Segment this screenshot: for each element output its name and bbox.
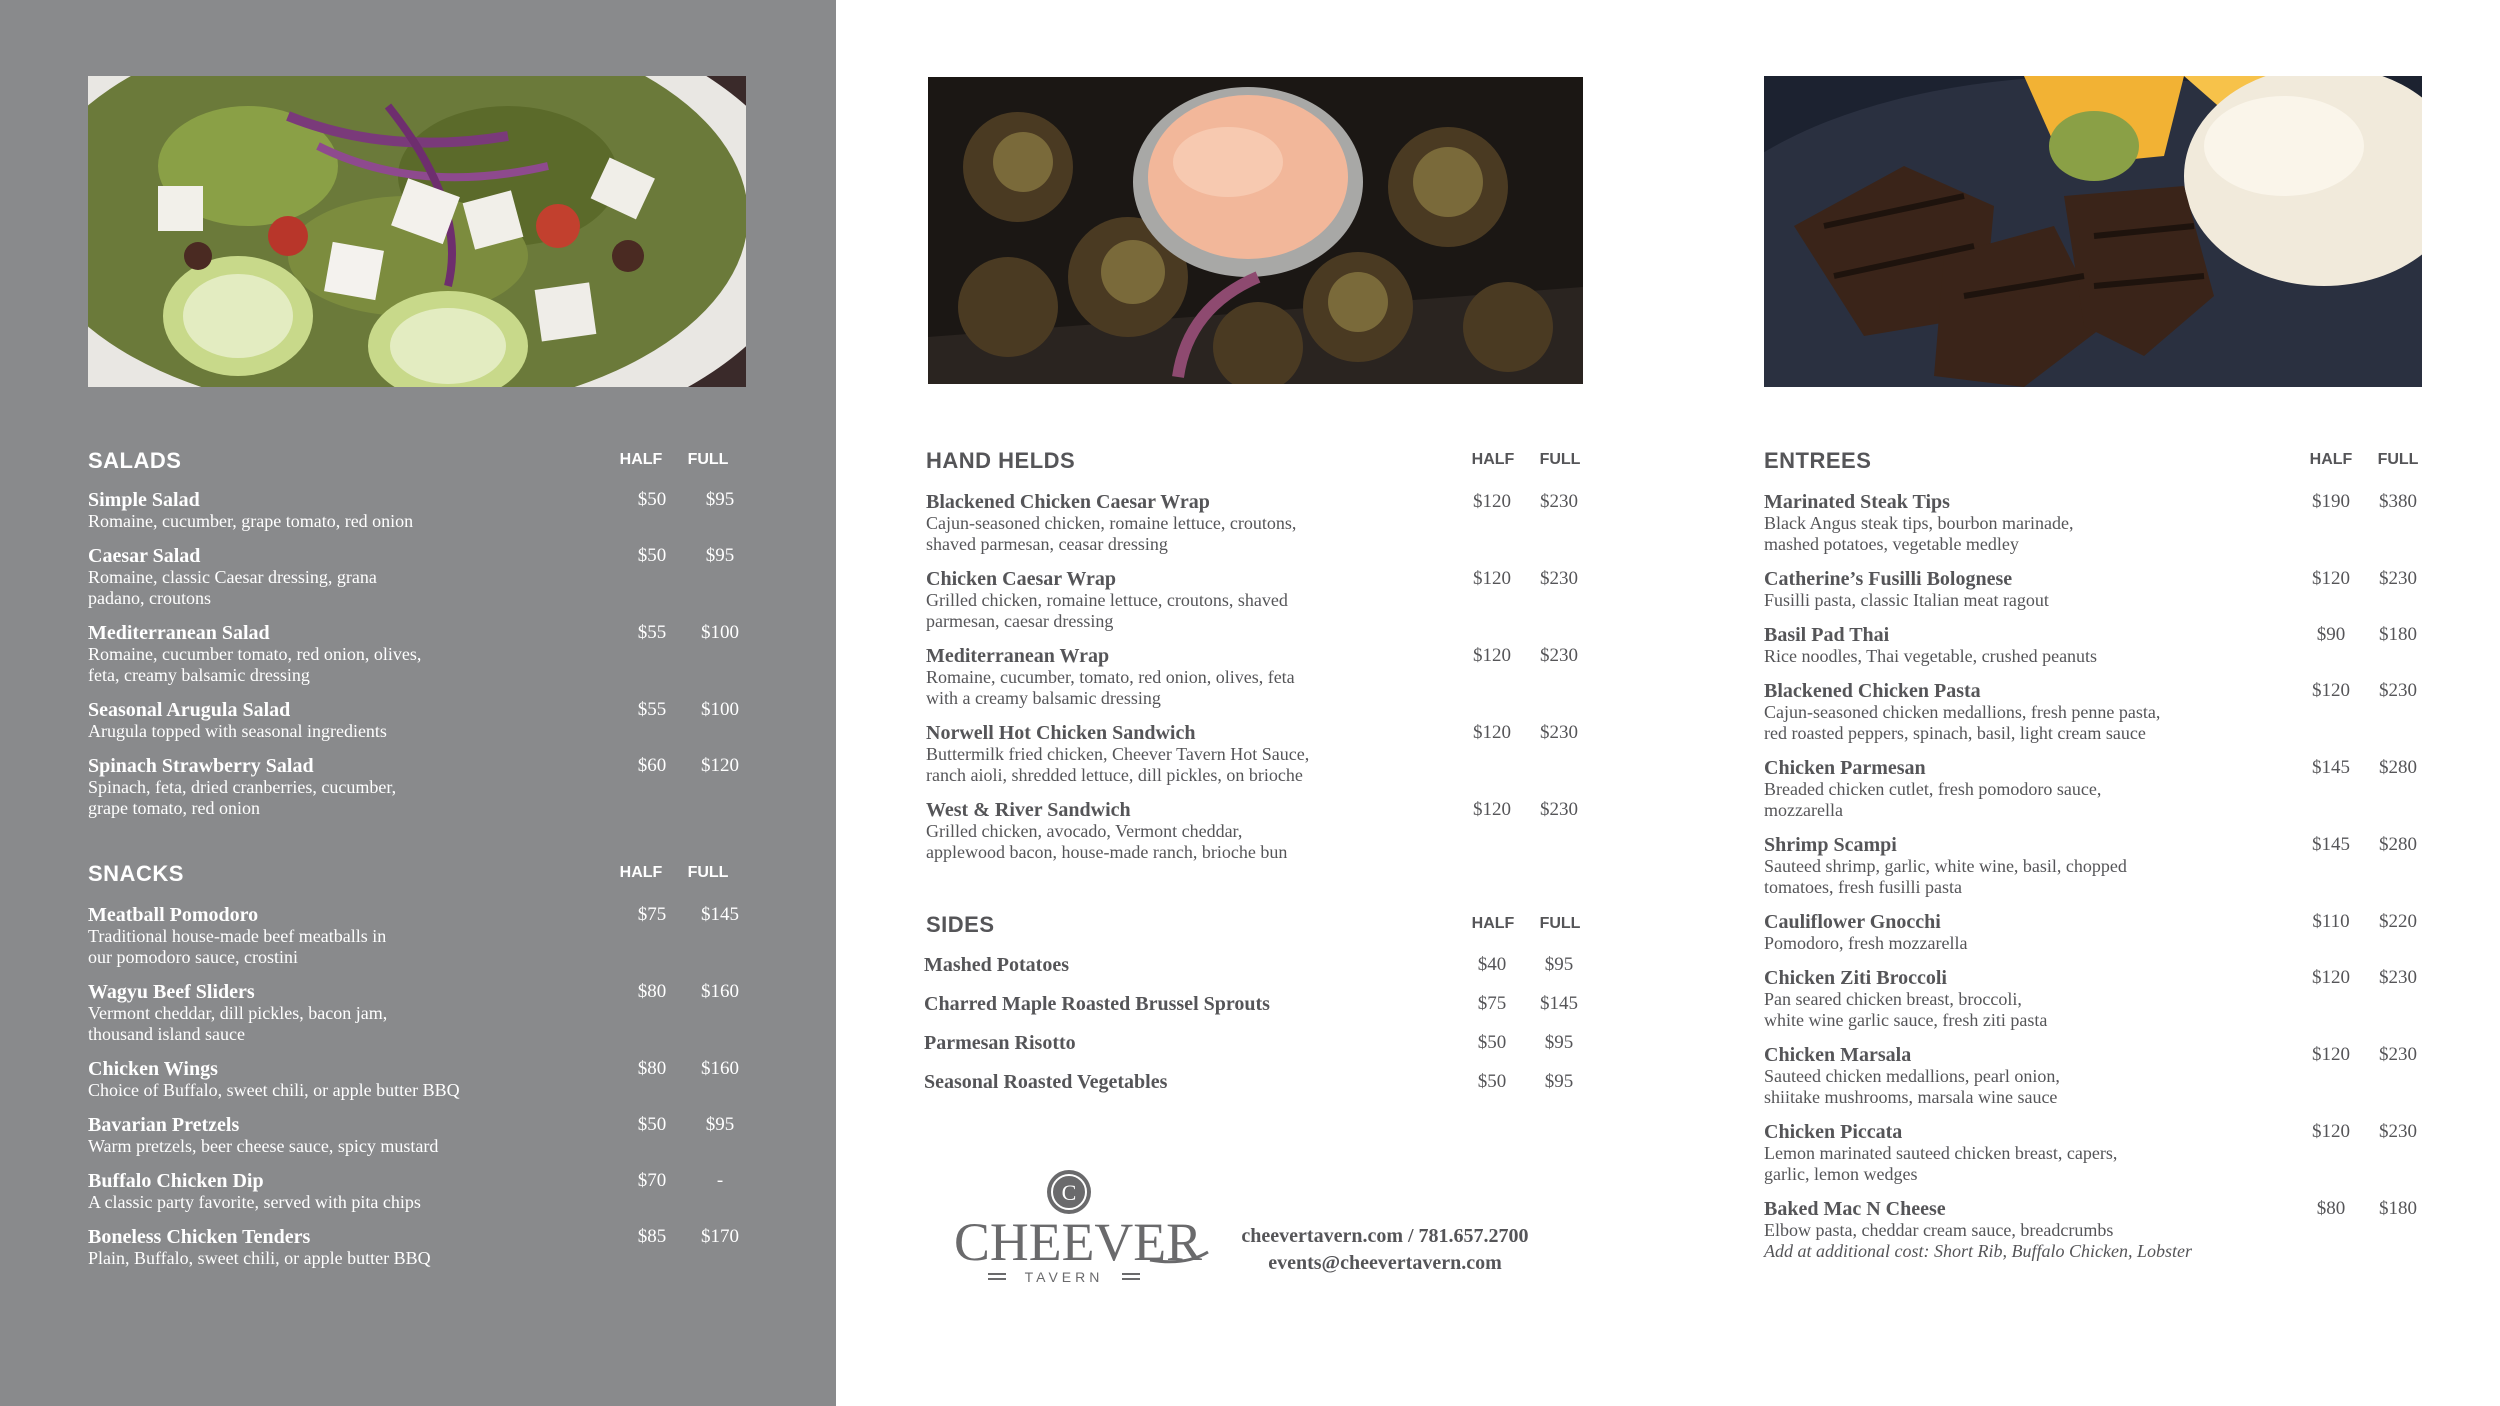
item-description: Warm pretzels, beer cheese sauce, spicy mustard	[88, 1136, 439, 1156]
item-description: feta, creamy balsamic dressing	[88, 665, 310, 685]
price-half: $120	[1473, 568, 1511, 589]
entrees-item	[1764, 967, 2424, 1031]
salads-item	[88, 489, 748, 532]
entrees-section-header	[1764, 448, 2424, 478]
price-half: $50	[637, 1114, 667, 1135]
item-name: Blackened Chicken Pasta	[1764, 680, 1981, 702]
item-description: Elbow pasta, cheddar cream sauce, breadcrumbs	[1764, 1220, 2114, 1240]
item-name: Mediterranean Wrap	[926, 645, 1110, 667]
salads-section-header	[88, 448, 748, 478]
item-name: Bavarian Pretzels	[88, 1114, 240, 1136]
price-full: $95	[1544, 1071, 1574, 1092]
item-name: Meatball Pomodoro	[88, 904, 259, 926]
entrees-item	[1764, 624, 2424, 667]
item-name: Chicken Parmesan	[1764, 757, 1926, 779]
price-half: $55	[637, 699, 667, 720]
snacks-item	[88, 1170, 748, 1213]
price-half: $120	[2312, 680, 2350, 701]
price-full: $230	[1540, 645, 1578, 666]
sides-full-label: FULL	[1539, 915, 1581, 932]
logo-graphic	[950, 1162, 1212, 1287]
sides-item	[924, 1032, 1586, 1054]
item-name: Chicken Piccata	[1764, 1121, 1903, 1143]
price-half: $80	[637, 981, 667, 1002]
price-half: $145	[2312, 834, 2350, 855]
price-half: $60	[637, 755, 667, 776]
item-description: A classic party favorite, served with pita chips	[88, 1192, 421, 1212]
item-description: Choice of Buffalo, sweet chili, or apple butter BBQ	[88, 1080, 460, 1100]
item-description: Arugula topped with seasonal ingredients	[88, 721, 387, 741]
salads-half-label: HALF	[619, 451, 663, 468]
price-half: $120	[1473, 645, 1511, 666]
item-description: Rice noodles, Thai vegetable, crushed peanuts	[1764, 646, 2098, 666]
handhelds-item	[926, 568, 1586, 632]
handhelds-title: HAND HELDS	[926, 448, 1076, 473]
item-name: Buffalo Chicken Dip	[88, 1170, 264, 1192]
item-description: Grilled chicken, romaine lettuce, croutons, shaved	[926, 590, 1288, 610]
item-description: Vermont cheddar, dill pickles, bacon jam,	[88, 1003, 388, 1023]
item-description: Cajun-seasoned chicken medallions, fresh penne pasta,	[1764, 702, 2161, 722]
handhelds-half-label: HALF	[1471, 451, 1515, 468]
price-half: $50	[637, 545, 667, 566]
item-description: mashed potatoes, vegetable medley	[1764, 534, 2019, 554]
item-description: shiitake mushrooms, marsala wine sauce	[1764, 1087, 2058, 1107]
price-full: $230	[1540, 491, 1578, 512]
price-full: $100	[701, 699, 739, 720]
entrees-item	[1764, 568, 2424, 611]
item-name: Norwell Hot Chicken Sandwich	[926, 722, 1196, 744]
item-description: Lemon marinated sauteed chicken breast, capers,	[1764, 1143, 2118, 1163]
price-half: $55	[637, 622, 667, 643]
contact-email[interactable]: events@cheevertavern.com	[1268, 1252, 1502, 1274]
price-half: $120	[1473, 799, 1511, 820]
snacks-item	[88, 981, 748, 1045]
entrees-title: ENTREES	[1764, 448, 1872, 473]
brussel-sprouts-photo	[928, 77, 1583, 384]
salads-item	[88, 545, 748, 609]
item-name: Marinated Steak Tips	[1764, 491, 1950, 513]
snacks-item	[88, 1114, 748, 1157]
item-name: Chicken Marsala	[1764, 1044, 1912, 1066]
price-half: $120	[1473, 491, 1511, 512]
price-half: $90	[2316, 624, 2346, 645]
item-name: Baked Mac N Cheese	[1764, 1198, 1946, 1220]
item-description: Grilled chicken, avocado, Vermont cheddar,	[926, 821, 1243, 841]
price-half: $120	[2312, 1044, 2350, 1065]
item-name: Shrimp Scampi	[1764, 834, 1897, 856]
price-half: $40	[1477, 954, 1507, 975]
item-description: Plain, Buffalo, sweet chili, or apple butter BBQ	[88, 1248, 431, 1268]
price-half: $120	[2312, 1121, 2350, 1142]
handhelds-full-label: FULL	[1539, 451, 1581, 468]
price-full: $230	[1540, 568, 1578, 589]
sides-section-header	[926, 912, 1586, 942]
item-name: Mashed Potatoes	[924, 954, 1069, 976]
snacks-title: SNACKS	[88, 861, 184, 886]
item-description: Romaine, cucumber tomato, red onion, olives,	[88, 644, 422, 664]
item-description: mozzarella	[1764, 800, 1843, 820]
item-name: Spinach Strawberry Salad	[88, 755, 314, 777]
item-description: Black Angus steak tips, bourbon marinade,	[1764, 513, 2074, 533]
price-half: $80	[637, 1058, 667, 1079]
price-half: $145	[2312, 757, 2350, 778]
handhelds-item	[926, 722, 1586, 786]
contact-web-phone[interactable]: cheevertavern.com / 781.657.2700	[1241, 1225, 1529, 1247]
entrees-half-label: HALF	[2309, 451, 2353, 468]
price-half: $80	[2316, 1198, 2346, 1219]
price-half: $75	[1477, 993, 1507, 1014]
snacks-item	[88, 1058, 748, 1101]
item-name: Catherine’s Fusilli Bolognese	[1764, 568, 2013, 590]
sides-item	[924, 1071, 1586, 1093]
item-description: thousand island sauce	[88, 1024, 245, 1044]
snacks-full-label: FULL	[687, 864, 729, 881]
item-description: Buttermilk fried chicken, Cheever Tavern Hot Sauce,	[926, 744, 1310, 764]
item-description: Sauteed chicken medallions, pearl onion,	[1764, 1066, 2060, 1086]
item-name: Blackened Chicken Caesar Wrap	[926, 491, 1210, 513]
item-description: garlic, lemon wedges	[1764, 1164, 1918, 1184]
salads-full-label: FULL	[687, 451, 729, 468]
price-full: $230	[1540, 799, 1578, 820]
item-name: Seasonal Arugula Salad	[88, 699, 291, 721]
item-description: applewood bacon, house-made ranch, brioche bun	[926, 842, 1288, 862]
price-half: $70	[637, 1170, 667, 1191]
price-half: $50	[1477, 1071, 1507, 1092]
item-name: Mediterranean Salad	[88, 622, 270, 644]
item-description: shaved parmesan, ceasar dressing	[926, 534, 1168, 554]
price-full: $145	[1540, 993, 1578, 1014]
salads-item	[88, 699, 748, 742]
item-name: Simple Salad	[88, 489, 200, 511]
item-name: Charred Maple Roasted Brussel Sprouts	[924, 993, 1270, 1015]
price-half: $190	[2312, 491, 2350, 512]
item-description: parmesan, caesar dressing	[926, 611, 1114, 631]
item-name: Caesar Salad	[88, 545, 201, 567]
item-description: Pan seared chicken breast, broccoli,	[1764, 989, 2022, 1009]
price-full: $160	[701, 1058, 739, 1079]
item-name: Basil Pad Thai	[1764, 624, 1890, 646]
price-full: $230	[2379, 967, 2417, 988]
handhelds-item	[926, 491, 1586, 555]
price-half: $110	[2312, 911, 2350, 932]
item-description: grape tomato, red onion	[88, 798, 260, 818]
item-description: red roasted peppers, spinach, basil, light cream sauce	[1764, 723, 2146, 743]
price-full: $170	[701, 1226, 739, 1247]
entrees-item	[1764, 1044, 2424, 1108]
snacks-section-header	[88, 861, 748, 891]
price-half: $120	[2312, 568, 2350, 589]
snacks-item	[88, 904, 748, 968]
price-half: $50	[637, 489, 667, 510]
price-full: $180	[2379, 624, 2417, 645]
salad-photo	[88, 76, 746, 387]
item-description: Traditional house-made beef meatballs in	[88, 926, 387, 946]
item-description: Romaine, cucumber, grape tomato, red onion	[88, 511, 414, 531]
steak-tips-photo	[1764, 76, 2422, 387]
item-name: Chicken Caesar Wrap	[926, 568, 1117, 590]
item-name: Wagyu Beef Sliders	[88, 981, 255, 1003]
item-name: Cauliflower Gnocchi	[1764, 911, 1941, 933]
item-description: padano, croutons	[88, 588, 211, 608]
price-full: $280	[2379, 757, 2417, 778]
item-description: Cajun-seasoned chicken, romaine lettuce, croutons,	[926, 513, 1297, 533]
price-full: $95	[705, 1114, 735, 1135]
item-description: Fusilli pasta, classic Italian meat ragout	[1764, 590, 2049, 610]
item-name: Parmesan Risotto	[924, 1032, 1076, 1054]
price-half: $120	[1473, 722, 1511, 743]
entrees-full-label: FULL	[2377, 451, 2419, 468]
item-name: Seasonal Roasted Vegetables	[924, 1071, 1168, 1093]
entrees-item	[1764, 680, 2424, 744]
logo-letter: C	[1061, 1180, 1077, 1205]
snacks-half-label: HALF	[619, 864, 663, 881]
handhelds-item	[926, 799, 1586, 863]
price-full: $180	[2379, 1198, 2417, 1219]
item-description: Sauteed shrimp, garlic, white wine, basil, chopped	[1764, 856, 2127, 876]
entrees-item	[1764, 834, 2424, 898]
price-full: $95	[705, 489, 735, 510]
logo-name: CHEEVER	[954, 1212, 1202, 1272]
price-half: $120	[2312, 967, 2350, 988]
entrees-item	[1764, 1198, 2424, 1262]
price-full: $230	[1540, 722, 1578, 743]
price-full: $95	[1544, 1032, 1574, 1053]
item-description: with a creamy balsamic dressing	[926, 688, 1161, 708]
salads-item	[88, 755, 748, 819]
price-full: $230	[2379, 680, 2417, 701]
item-description: Spinach, feta, dried cranberries, cucumber,	[88, 777, 397, 797]
price-full: $230	[2379, 1121, 2417, 1142]
item-description: white wine garlic sauce, fresh ziti pasta	[1764, 1010, 2048, 1030]
snacks-item	[88, 1226, 748, 1269]
price-full: $120	[701, 755, 739, 776]
price-full: $280	[2379, 834, 2417, 855]
salads-title: SALADS	[88, 448, 182, 473]
cheever-tavern-logo	[950, 1162, 1212, 1287]
entrees-item	[1764, 757, 2424, 821]
item-description: our pomodoro sauce, crostini	[88, 947, 298, 967]
price-full: $230	[2379, 1044, 2417, 1065]
sides-half-label: HALF	[1471, 915, 1515, 932]
item-name: West & River Sandwich	[926, 799, 1131, 821]
item-name: Chicken Ziti Broccoli	[1764, 967, 1947, 989]
price-full: $160	[701, 981, 739, 1002]
item-description: Breaded chicken cutlet, fresh pomodoro sauce,	[1764, 779, 2102, 799]
item-description: ranch aioli, shredded lettuce, dill pickles, on brioche	[926, 765, 1303, 785]
salads-item	[88, 622, 748, 686]
price-full: $230	[2379, 568, 2417, 589]
item-name: Boneless Chicken Tenders	[88, 1226, 311, 1248]
sides-item	[924, 993, 1586, 1015]
item-note: Add at additional cost: Short Rib, Buffalo Chicken, Lobster	[1764, 1241, 2192, 1261]
item-description: Romaine, cucumber, tomato, red onion, olives, feta	[926, 667, 1295, 687]
entrees-item	[1764, 911, 2424, 954]
item-description: Romaine, classic Caesar dressing, grana	[88, 567, 377, 587]
price-full: $95	[705, 545, 735, 566]
handhelds-section-header	[926, 448, 1586, 478]
price-half: $50	[1477, 1032, 1507, 1053]
price-half: $75	[637, 904, 667, 925]
entrees-item	[1764, 491, 2424, 555]
item-name: Chicken Wings	[88, 1058, 218, 1080]
price-full: $100	[701, 622, 739, 643]
price-full: $145	[701, 904, 739, 925]
price-half: $85	[637, 1226, 667, 1247]
handhelds-item	[926, 645, 1586, 709]
item-description: Pomodoro, fresh mozzarella	[1764, 933, 1968, 953]
entrees-item	[1764, 1121, 2424, 1185]
sides-title: SIDES	[926, 912, 995, 937]
price-full: $220	[2379, 911, 2417, 932]
price-full: $380	[2379, 491, 2417, 512]
price-full: $95	[1544, 954, 1574, 975]
item-description: tomatoes, fresh fusilli pasta	[1764, 877, 1962, 897]
sides-item	[924, 954, 1586, 976]
logo-sub: TAVERN	[1024, 1269, 1104, 1285]
price-full: -	[716, 1170, 724, 1191]
